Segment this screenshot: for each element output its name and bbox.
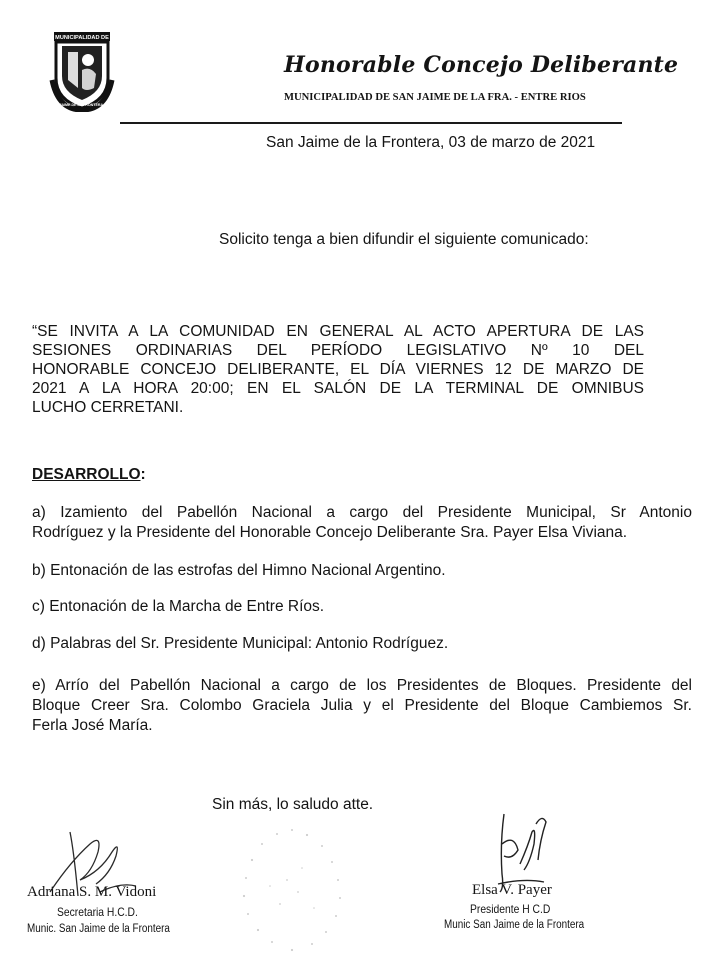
- announcement-paragraph: [32, 322, 644, 417]
- signatory-institution-right: Munic San Jaime de la Frontera: [444, 919, 585, 931]
- closing-line: Sin más, lo saludo atte.: [212, 796, 374, 813]
- agenda-item-e: [32, 676, 692, 736]
- section-heading: [32, 466, 146, 484]
- signatory-role-right: Presidente H C.D: [470, 902, 551, 916]
- agenda-item-line: Bloque Creer Sra. Colombo Graciela Julia y el Presidente del Bloque Cambiemos Sr.: [32, 697, 692, 714]
- agenda-item-line: b) Entonación de las estrofas del Himno Nacional Argentino.: [32, 562, 446, 579]
- agenda-item-c: [32, 597, 692, 617]
- signatory-name-right: Elsa V. Payer: [472, 882, 552, 898]
- agenda-item-a: [32, 503, 692, 543]
- council-title: Honorable Concejo Deliberante: [284, 52, 679, 78]
- signatory-institution-left: Munic. San Jaime de la Frontera: [27, 923, 170, 935]
- agenda-item-line: d) Palabras del Sr. Presidente Municipal: Antonio Rodríguez.: [32, 635, 449, 652]
- signatory-role-left: Secretaria H.C.D.: [57, 905, 138, 919]
- announcement-line: 2021 A LA HORA 20:00; EN EL SALÓN DE LA TERMINAL DE OMNIBUS: [32, 380, 644, 397]
- announcement-line: LUCHO CERRETANI.: [32, 399, 184, 416]
- logo-text-top: MUNICIPALIDAD DE: [55, 35, 109, 41]
- agenda-item-line: Ferla José María.: [32, 717, 153, 734]
- announcement-line: SESIONES ORDINARIAS DEL PERÍODO LEGISLATIVO Nº 10 DEL: [32, 342, 644, 359]
- request-line: Solicito tenga a bien difundir el siguiente comunicado:: [219, 231, 589, 248]
- agenda-item-b: [32, 561, 692, 581]
- header-divider: [120, 122, 622, 124]
- agenda-item-line: e) Arrío del Pabellón Nacional a cargo de los Presidentes de Bloques. Presidente del: [32, 677, 692, 694]
- section-heading-colon: :: [140, 466, 146, 483]
- agenda-item-d: [32, 634, 692, 654]
- signatory-name-left: Adriana S. M. Vidoni: [27, 884, 157, 900]
- announcement-line: HONORABLE CONCEJO DELIBERANTE, EL DÍA VIERNES 12 DE MARZO DE: [32, 361, 644, 378]
- section-heading-text: DESARROLLO: [32, 466, 141, 483]
- agenda-item-line: a) Izamiento del Pabellón Nacional a cargo del Presidente Municipal, Sr Antonio: [32, 504, 692, 521]
- announcement-line: “SE INVITA A LA COMUNIDAD EN GENERAL AL ACTO APERTURA DE LAS: [32, 323, 644, 340]
- municipal-coat-of-arms-logo: [48, 30, 116, 112]
- logo-text-bottom: SAN JAIME DE LA FRONTERA · E.R.: [50, 103, 114, 107]
- council-subtitle: MUNICIPALIDAD DE SAN JAIME DE LA FRA. - ENTRE RIOS: [284, 92, 586, 103]
- official-seal-stamp: [232, 820, 352, 960]
- date-line: San Jaime de la Frontera, 03 de marzo de 2021: [266, 134, 596, 151]
- agenda-item-line: c) Entonación de la Marcha de Entre Ríos.: [32, 598, 325, 615]
- agenda-item-line: Rodríguez y la Presidente del Honorable Concejo Deliberante Sra. Payer Elsa Viviana.: [32, 524, 628, 541]
